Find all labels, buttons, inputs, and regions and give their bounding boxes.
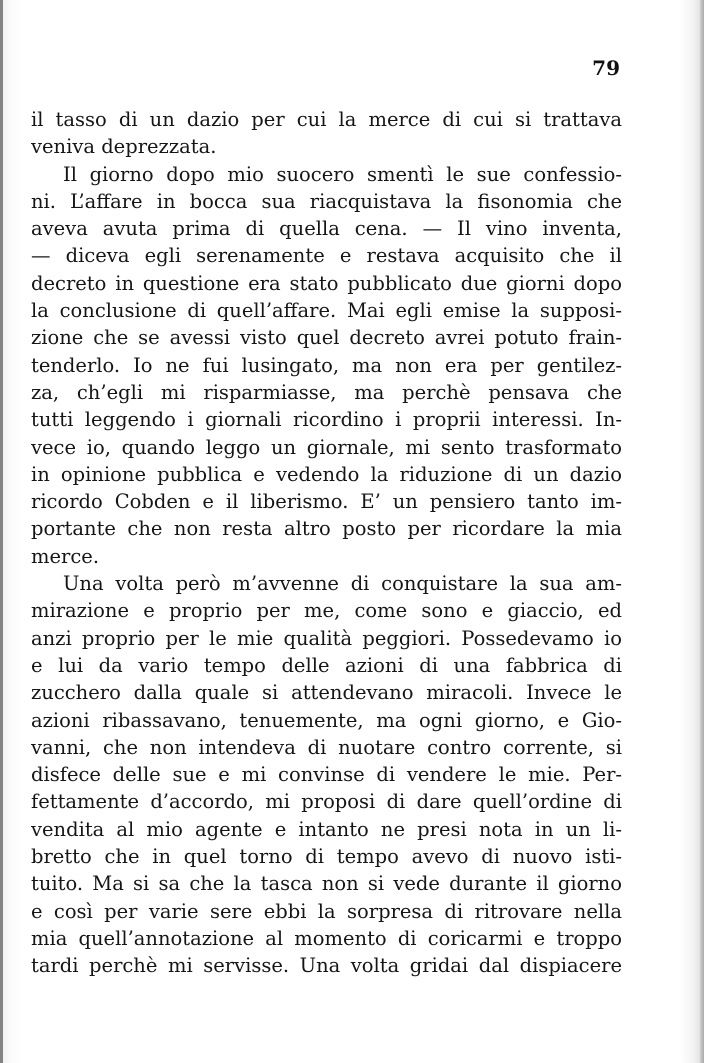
text-line: aveva avuta prima di quella cena. — Il vino inventa, xyxy=(31,217,622,241)
text-line: in opinione pubblica e vedendo la riduzione di un dazio xyxy=(31,462,622,486)
page-right-edge xyxy=(700,0,704,1063)
text-line: tutti leggendo i giornali ricordino i proprii interessi. In- xyxy=(31,408,622,432)
page-number: 79 xyxy=(592,56,620,80)
text-line: mirazione e proprio per me, come sono e giaccio, ed xyxy=(31,599,622,623)
text-line: tuito. Ma si sa che la tasca non si vede durante il giorno xyxy=(31,872,622,896)
text-line: Il giorno dopo mio suocero smentì le sue confessio- xyxy=(63,162,622,186)
text-line: Una volta però m’avvenne di conquistare la sua am- xyxy=(63,572,622,596)
text-line: — diceva egli serenamente e restava acquisito che il xyxy=(31,244,622,268)
text-line: fettamente d’accordo, mi proposi di dare quell’ordine di xyxy=(31,790,622,814)
text-line: la conclusione di quell’affare. Mai egli emise la supposi- xyxy=(31,299,622,323)
text-line: tardi perchè mi servisse. Una volta gridai dal dispiacere xyxy=(31,954,622,978)
text-line: vanni, che non intendeva di nuotare contro corrente, si xyxy=(31,735,622,759)
text-line: disfece delle sue e mi convinse di vendere le mie. Per- xyxy=(31,763,622,787)
text-line: vendita al mio agente e intanto ne presi nota in un li- xyxy=(31,817,622,841)
text-line: portante che non resta altro posto per ricordare la mia xyxy=(31,517,622,541)
text-line: azioni ribassavano, tenuemente, ma ogni giorno, e Gio- xyxy=(31,708,622,732)
text-line: anzi proprio per le mie qualità peggiori. Possedevamo io xyxy=(31,626,622,650)
text-line: il tasso di un dazio per cui la merce di cui si trattava xyxy=(31,108,622,131)
text-line: merce. xyxy=(31,544,100,568)
text-line: mia quell’annotazione al momento di coricarmi e troppo xyxy=(31,926,622,950)
text-line: e così per varie sere ebbi la sorpresa di ritrovare nella xyxy=(31,899,622,923)
text-line: za, ch’egli mi risparmiasse, ma perchè pensava che xyxy=(31,380,622,404)
text-line: e lui da vario tempo delle azioni di una fabbrica di xyxy=(31,653,622,677)
body-text xyxy=(31,106,622,980)
page-left-edge xyxy=(0,0,3,1063)
text-line: vece io, quando leggo un giornale, mi sento trasformato xyxy=(31,435,622,459)
text-line: tenderlo. Io ne fui lusingato, ma non era per gentilez- xyxy=(31,353,622,377)
text-line: veniva deprezzata. xyxy=(31,135,217,159)
text-line: ni. L’affare in bocca sua riacquistava la fisonomia che xyxy=(31,189,622,213)
text-line: zucchero dalla quale si attendevano miracoli. Invece le xyxy=(31,681,622,705)
text-line: decreto in questione era stato pubblicato due giorni dopo xyxy=(31,271,622,295)
text-line: bretto che in quel torno di tempo avevo di nuovo isti- xyxy=(31,845,622,869)
text-line: zione che se avessi visto quel decreto avrei potuto frain- xyxy=(31,326,622,350)
text-line: ricordo Cobden e il liberismo. E’ un pensiero tanto im- xyxy=(31,490,622,514)
